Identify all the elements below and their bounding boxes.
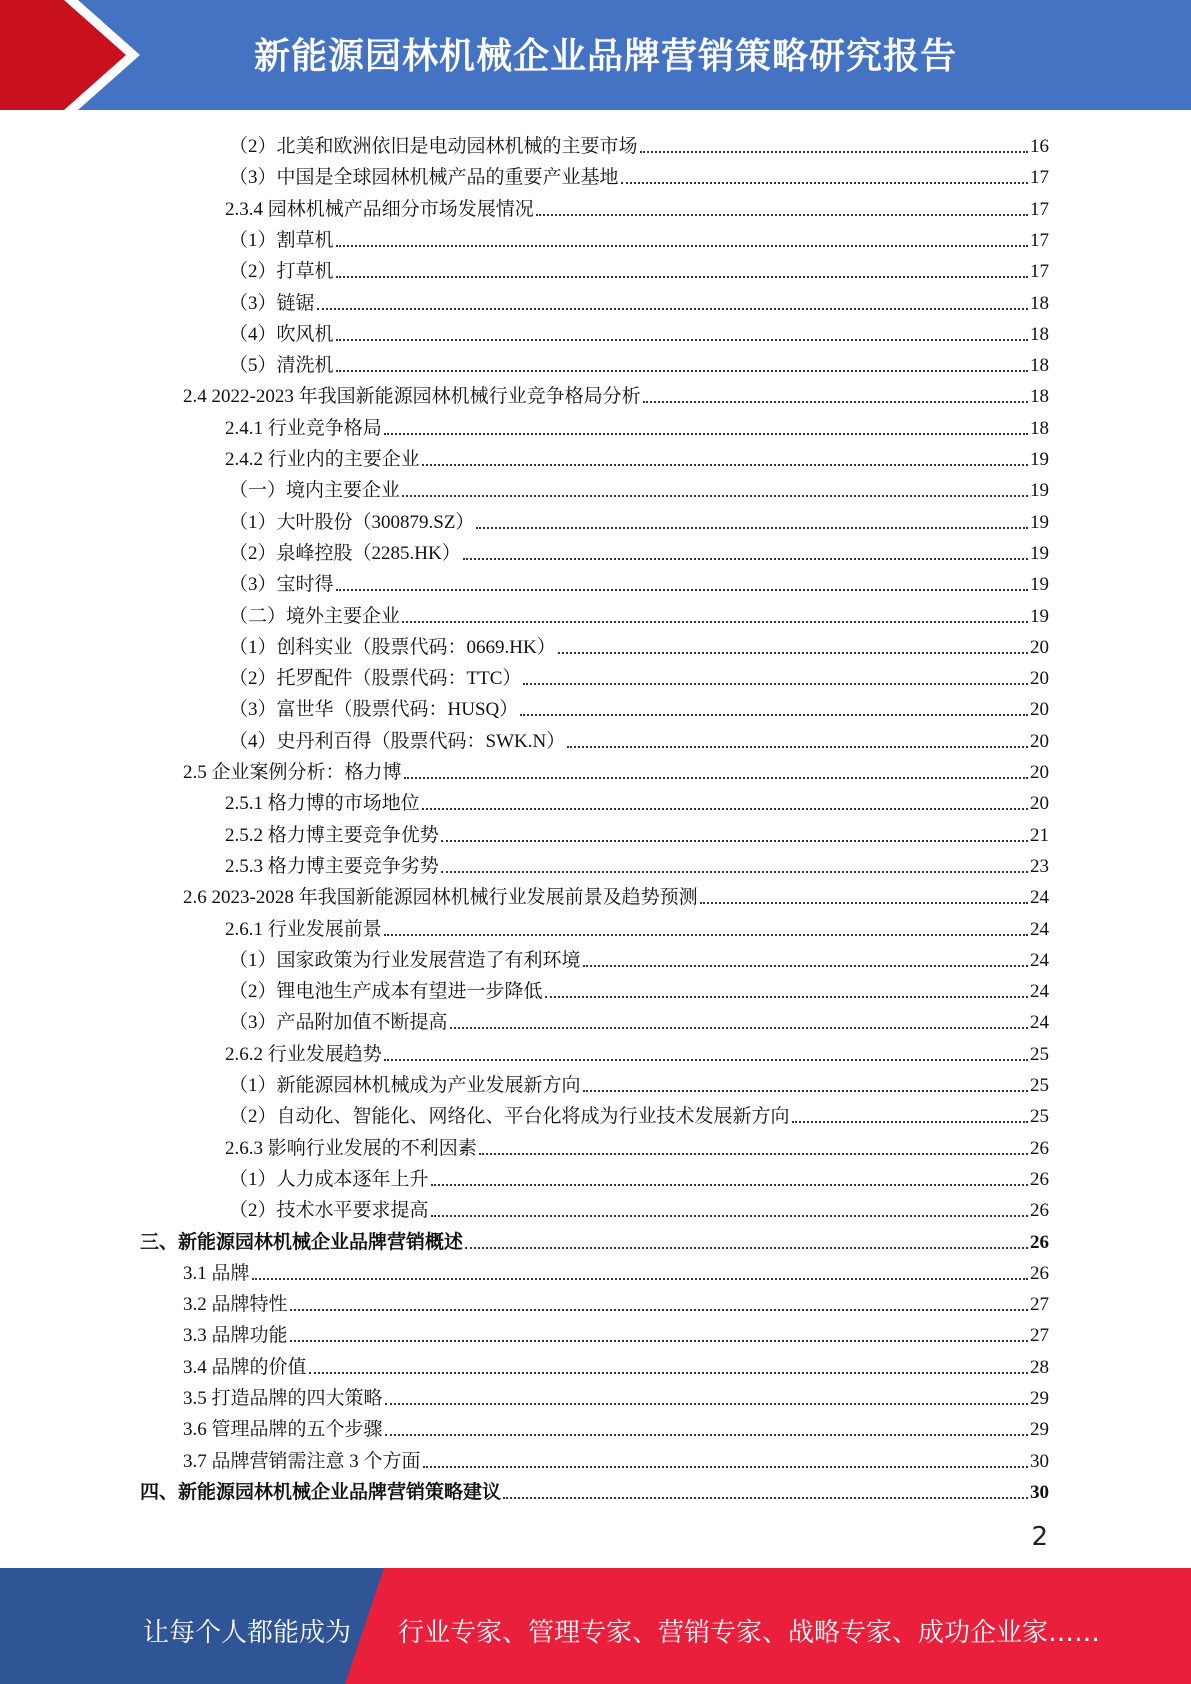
toc-entry[interactable] (229, 472, 1049, 503)
toc-entry[interactable] (229, 1192, 1049, 1223)
toc-entry[interactable] (225, 785, 1049, 816)
toc-entry-title: （2）北美和欧洲依旧是电动园林机械的主要市场 (229, 136, 638, 157)
toc-entry-page: 24 (1030, 1012, 1049, 1033)
toc-leader-dots (792, 1121, 1028, 1123)
report-title: 新能源园林机械企业品牌营销策略研究报告 (253, 36, 957, 77)
toc-entry-page: 18 (1030, 386, 1049, 407)
toc-entry-page: 29 (1030, 1419, 1049, 1440)
toc-entry-page: 18 (1030, 418, 1049, 439)
toc-entry-page: 18 (1030, 355, 1049, 376)
toc-entry[interactable] (183, 754, 1049, 785)
toc-entry[interactable] (183, 1255, 1049, 1286)
toc-entry-title: 3.1 品牌 (183, 1263, 250, 1284)
toc-entry[interactable] (229, 159, 1049, 190)
toc-leader-dots (465, 1247, 1028, 1249)
toc-entry-page: 18 (1030, 293, 1049, 314)
footer-slogan-left: 让每个人都能成为 (143, 1618, 352, 1648)
toc-leader-dots (643, 401, 1028, 403)
toc-leader-dots (583, 965, 1028, 967)
toc-entry-title: （二）境外主要企业 (229, 606, 401, 627)
toc-entry[interactable] (229, 1004, 1049, 1035)
toc-leader-dots (385, 1434, 1028, 1436)
toc-entry-title: （1）人力成本逐年上升 (229, 1169, 429, 1190)
toc-entry-page: 17 (1030, 261, 1049, 282)
toc-entry[interactable] (183, 378, 1049, 409)
toc-entry-title: （3）宝时得 (229, 574, 334, 595)
toc-entry-title: （5）清洗机 (229, 355, 334, 376)
toc-leader-dots (404, 777, 1028, 779)
toc-entry-page: 16 (1030, 136, 1049, 157)
toc-leader-dots (402, 495, 1028, 497)
toc-entry-title: （2）托罗配件（股票代码：TTC） (229, 668, 522, 689)
toc-entry-page: 26 (1030, 1232, 1049, 1253)
toc-leader-dots (621, 182, 1028, 184)
toc-leader-dots (523, 683, 1028, 685)
toc-entry-title: 2.6.1 行业发展前景 (225, 919, 382, 940)
toc-entry-page: 17 (1030, 199, 1049, 220)
toc-leader-dots (700, 902, 1028, 904)
toc-entry-page: 28 (1030, 1357, 1049, 1378)
toc-entry-page: 19 (1030, 449, 1049, 470)
toc-entry-page: 17 (1030, 230, 1049, 251)
toc-entry-title: 2.5.1 格力博的市场地位 (225, 793, 420, 814)
toc-leader-dots (545, 996, 1028, 998)
toc-entry-title: （1）新能源园林机械成为产业发展新方向 (229, 1075, 581, 1096)
page-number: 2 (1031, 1522, 1048, 1552)
toc-entry-page: 24 (1030, 919, 1049, 940)
toc-entry[interactable] (183, 1443, 1049, 1474)
toc-entry-page: 20 (1030, 637, 1049, 658)
toc-entry-title: （3）富世华（股票代码：HUSQ） (229, 699, 519, 720)
toc-entry-page: 25 (1030, 1075, 1049, 1096)
toc-entry-page: 23 (1030, 856, 1049, 877)
toc-entry[interactable] (229, 128, 1049, 159)
toc-entry-page: 21 (1030, 825, 1049, 846)
toc-leader-dots (640, 151, 1028, 153)
toc-entry[interactable] (229, 1161, 1049, 1192)
toc-leader-dots (431, 1184, 1028, 1186)
toc-entry[interactable] (229, 1098, 1049, 1129)
toc-entry-title: （1）大叶股份（300879.SZ） (229, 512, 475, 533)
toc-entry-page: 27 (1030, 1325, 1049, 1346)
toc-leader-dots (423, 1466, 1028, 1468)
toc-entry-title: 2.4.1 行业竞争格局 (225, 418, 382, 439)
toc-entry[interactable] (229, 691, 1049, 722)
toc-entry-title: 3.3 品牌功能 (183, 1325, 288, 1346)
toc-entry[interactable] (183, 1317, 1049, 1348)
toc-entry[interactable] (229, 1067, 1049, 1098)
toc-leader-dots (402, 621, 1028, 623)
footer-slogan-right: 行业专家、管理专家、营销专家、战略专家、成功企业家…… (398, 1618, 1101, 1648)
toc-entry[interactable] (225, 911, 1049, 942)
toc-leader-dots (290, 1309, 1028, 1311)
page-header (0, 0, 1191, 110)
toc-entry[interactable] (229, 222, 1049, 253)
toc-entry[interactable] (183, 1380, 1049, 1411)
toc-leader-dots (463, 558, 1028, 560)
toc-entry-page: 24 (1030, 887, 1049, 908)
toc-entry-title: 2.4 2022-2023 年我国新能源园林机械行业竞争格局分析 (183, 386, 641, 407)
toc-leader-dots (450, 1027, 1028, 1029)
toc-entry-title: （2）打草机 (229, 261, 334, 282)
toc-entry-title: 四、新能源园林机械企业品牌营销策略建议 (140, 1482, 502, 1503)
toc-leader-dots (336, 339, 1028, 341)
toc-entry-page: 30 (1030, 1451, 1049, 1472)
toc-leader-dots (422, 808, 1028, 810)
toc-entry-page: 24 (1030, 981, 1049, 1002)
toc-leader-dots (252, 1278, 1028, 1280)
toc-entry-page: 26 (1030, 1138, 1049, 1159)
toc-entry[interactable] (229, 598, 1049, 629)
toc-entry[interactable] (229, 629, 1049, 660)
toc-leader-dots (431, 1215, 1028, 1217)
toc-entry-title: 2.6.2 行业发展趋势 (225, 1044, 382, 1065)
toc-entry[interactable] (229, 253, 1049, 284)
toc-entry-title: 2.6.3 影响行业发展的不利因素 (225, 1138, 477, 1159)
toc-entry-title: 2.3.4 园林机械产品细分市场发展情况 (225, 199, 534, 220)
toc-leader-dots (317, 308, 1028, 310)
toc-entry-title: 2.5.2 格力博主要竞争优势 (225, 825, 439, 846)
toc-entry-page: 26 (1030, 1263, 1049, 1284)
toc-entry-page: 19 (1030, 512, 1049, 533)
toc-entry-page: 25 (1030, 1106, 1049, 1127)
toc-entry-page: 26 (1030, 1200, 1049, 1221)
toc-entry[interactable] (225, 817, 1049, 848)
toc-entry[interactable] (229, 942, 1049, 973)
toc-entry-page: 20 (1030, 699, 1049, 720)
toc-entry-page: 20 (1030, 793, 1049, 814)
toc-entry[interactable] (229, 316, 1049, 347)
toc-entry-page: 19 (1030, 574, 1049, 595)
toc-entry-title: 3.5 打造品牌的四大策略 (183, 1388, 383, 1409)
toc-leader-dots (583, 1090, 1028, 1092)
toc-entry-title: （2）锂电池生产成本有望进一步降低 (229, 981, 543, 1002)
toc-leader-dots (441, 871, 1028, 873)
toc-leader-dots (385, 1403, 1028, 1405)
toc-leader-dots (336, 276, 1028, 278)
toc-leader-dots (336, 589, 1028, 591)
toc-entry-title: （1）国家政策为行业发展营造了有利环境 (229, 950, 581, 971)
toc-entry-page: 27 (1030, 1294, 1049, 1315)
toc-entry-page: 20 (1030, 668, 1049, 689)
toc-entry[interactable] (225, 1130, 1049, 1161)
toc-entry-page: 20 (1030, 762, 1049, 783)
toc-entry[interactable] (140, 1474, 1049, 1505)
toc-entry-page: 19 (1030, 480, 1049, 501)
toc-leader-dots (520, 714, 1028, 716)
toc-entry[interactable] (229, 723, 1049, 754)
toc-entry[interactable] (183, 1286, 1049, 1317)
toc-leader-dots (384, 433, 1028, 435)
toc-entry-page: 18 (1030, 324, 1049, 345)
toc-entry-page: 20 (1030, 731, 1049, 752)
toc-leader-dots (384, 934, 1028, 936)
toc-entry[interactable] (183, 1349, 1049, 1380)
toc-entry-title: （3）链锯 (229, 293, 315, 314)
toc-leader-dots (441, 840, 1028, 842)
toc-leader-dots (384, 1059, 1028, 1061)
toc-leader-dots (309, 1372, 1028, 1374)
toc-entry-title: （2）泉峰控股（2285.HK） (229, 543, 461, 564)
toc-entry-title: 2.5 企业案例分析：格力博 (183, 762, 402, 783)
toc-entry[interactable] (229, 285, 1049, 316)
toc-entry-title: 3.6 管理品牌的五个步骤 (183, 1419, 383, 1440)
toc-leader-dots (476, 527, 1028, 529)
toc-entry[interactable] (229, 566, 1049, 597)
toc-leader-dots (336, 370, 1028, 372)
toc-entry[interactable] (225, 441, 1049, 472)
toc-entry-title: （4）史丹利百得（股票代码：SWK.N） (229, 731, 566, 752)
toc-entry[interactable] (225, 410, 1049, 441)
toc-entry-title: 3.4 品牌的价值 (183, 1357, 307, 1378)
toc-entry-title: （4）吹风机 (229, 324, 334, 345)
toc-entry[interactable] (229, 504, 1049, 535)
toc-leader-dots (558, 652, 1028, 654)
toc-entry[interactable] (183, 879, 1049, 910)
toc-entry-page: 24 (1030, 950, 1049, 971)
toc-entry-page: 30 (1030, 1482, 1049, 1503)
toc-entry[interactable] (225, 1036, 1049, 1067)
toc-entry-title: （3）中国是全球园林机械产品的重要产业基地 (229, 167, 619, 188)
toc-entry-title: （1）割草机 (229, 230, 334, 251)
toc-leader-dots (567, 746, 1028, 748)
toc-entry-title: （1）创科实业（股票代码：0669.HK） (229, 637, 556, 658)
page-footer (0, 1568, 1191, 1684)
toc-leader-dots (479, 1153, 1028, 1155)
toc-entry-title: （2）自动化、智能化、网络化、平台化将成为行业技术发展新方向 (229, 1106, 790, 1127)
toc-entry[interactable] (140, 1224, 1049, 1255)
toc-entry-page: 19 (1030, 543, 1049, 564)
toc-leader-dots (422, 464, 1028, 466)
toc-entry[interactable] (183, 1411, 1049, 1442)
toc-entry-title: （3）产品附加值不断提高 (229, 1012, 448, 1033)
toc-entry-title: （一）境内主要企业 (229, 480, 401, 501)
toc-leader-dots (336, 245, 1028, 247)
toc-entry-title: 2.6 2023-2028 年我国新能源园林机械行业发展前景及趋势预测 (183, 887, 698, 908)
toc-entry[interactable] (229, 347, 1049, 378)
toc-entry[interactable] (229, 973, 1049, 1004)
toc-entry-title: （2）技术水平要求提高 (229, 1200, 429, 1221)
toc-entry-title: 2.4.2 行业内的主要企业 (225, 449, 420, 470)
toc-entry-page: 29 (1030, 1388, 1049, 1409)
toc-leader-dots (290, 1340, 1028, 1342)
toc-entry-title: 三、新能源园林机械企业品牌营销概述 (140, 1232, 464, 1253)
toc-entry-title: 3.2 品牌特性 (183, 1294, 288, 1315)
toc-entry[interactable] (229, 660, 1049, 691)
toc-leader-dots (503, 1497, 1028, 1499)
toc-leader-dots (536, 214, 1028, 216)
toc-entry-title: 3.7 品牌营销需注意 3 个方面 (183, 1451, 421, 1472)
toc-entry-page: 19 (1030, 606, 1049, 627)
toc-entry[interactable] (229, 535, 1049, 566)
toc-entry[interactable] (225, 848, 1049, 879)
toc-entry[interactable] (225, 191, 1049, 222)
toc-entry-page: 17 (1030, 167, 1049, 188)
toc-entry-page: 26 (1030, 1169, 1049, 1190)
toc-entry-title: 2.5.3 格力博主要竞争劣势 (225, 856, 439, 877)
toc-entry-page: 25 (1030, 1044, 1049, 1065)
